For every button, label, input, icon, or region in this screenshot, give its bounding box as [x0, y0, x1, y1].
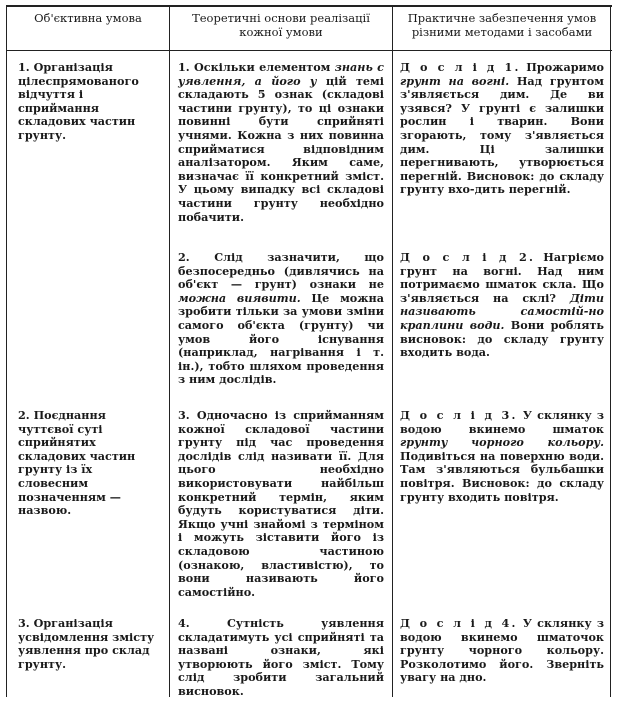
table-left-border	[6, 5, 7, 697]
italic-run: можна виявити.	[178, 290, 301, 305]
row1-practice-1	[400, 61, 604, 197]
text-run: Прожаримо	[520, 60, 605, 74]
text-run: 3. Одночасно із сприйманням кожної складової частини грунту під час проведення дослідів слід називати її. Для цього необхідно використовувати найбільш конкретний термін, яким будуть користуватися діти. Якщо учні знайомі з терміном і можуть зіставити його із складовою частиною (ознакою, властивістю), то вони називають його самостійно.	[178, 408, 384, 599]
text-run: 4. Сутність уявлення складатимуть усі сприйняті та названі ознаки, які утворюють його зміст. Тому слід зробити загальний висновок.	[178, 616, 384, 698]
header-divider	[6, 50, 612, 51]
text-run: Подивіться на поверхню води. Там з'являються бульбашки повітря. Висновок: до складу грунту входить повітря.	[400, 448, 604, 504]
experiment-label: Д о с л і д 2.	[400, 250, 536, 264]
italic-run: грунту чорного кольору.	[400, 435, 604, 450]
column-divider-1	[169, 5, 170, 697]
text-run: Нагріємо грунт на вогні. Над ним потримаємо шматок скла. Що з'являється на склі?	[400, 250, 605, 305]
column-divider-2	[392, 5, 393, 697]
table-top-border	[6, 5, 612, 7]
text-run: Це можна зробити тільки за умови зміни самого об'єкта (грунту) чи умов його існування (наприклад, нагрівання і т. ін.), тобто шляхом проведення з ним дослідів.	[178, 290, 384, 387]
row2-theory	[178, 409, 384, 599]
experiment-label: Д о с л і д 3.	[400, 408, 518, 422]
text-run: У склянку з водою вкинемо шматочок грунту чорного кольору. Розколотимо його. Зверніть увагу на дно.	[400, 616, 604, 685]
row3-practice	[400, 617, 604, 685]
header-col-practice: Практичне забезпечення умов різними методами і засобами	[407, 11, 597, 39]
italic-run: грунт на вогні.	[400, 73, 510, 88]
row3-condition: 3. Організація усвідомлення змісту уявлення про склад грунту.	[18, 616, 155, 671]
text-run: 2. Слід зазначити, що безпосередньо (дивлячись на об'єкт — грунт) ознаки не	[178, 250, 384, 292]
row1-condition: 1. Організація цілеспрямованого відчуття і сприймання складових частин грунту.	[18, 60, 139, 142]
italic-run: Діти називають самостій-но краплини води.	[400, 290, 604, 332]
row2-practice	[400, 409, 604, 504]
row1-theory-2	[178, 251, 384, 387]
experiment-label: Д о с л і д 1.	[400, 60, 521, 74]
header-col-theory: Теоретичні основи реалізації кожної умови	[192, 11, 370, 39]
header-col-condition: Об'єктивна умова	[34, 11, 142, 25]
text-run: Вони роблять висновок: до складу грунту входить вода.	[400, 317, 604, 360]
italic-run: знань с уявлення, а його у	[178, 60, 384, 88]
row1-theory-1	[178, 61, 384, 224]
experiment-label: Д о с л і д 4.	[400, 616, 518, 630]
row2-condition: 2. Поєднання чуттєвої суті сприйнятих складових частин грунту із їх словесним позначенням — назвою.	[18, 408, 136, 518]
table-right-border	[610, 5, 611, 697]
text-run: 1. Оскільки елементом	[178, 60, 335, 74]
table	[6, 5, 612, 697]
text-run: цій темі складають 5 ознак (складові частини грунту), то ці ознаки повинні бути сприйняті учнями. Кожна з них повинна сприйматися відповідним аналізатором. Яким саме, визначає її конкретний зміст. У цьому випадку всі складові частини грунту необхідно побачити.	[178, 73, 384, 224]
row1-practice-2	[400, 251, 604, 360]
row3-theory	[178, 617, 384, 699]
text-run: У склянку з водою вкинемо шматок	[400, 408, 604, 436]
text-run: Над грунтом з'являється дим. Де ви узявся? У грунті є залишки рослин і тварин. Вони згорають, тому з'являється дим. Ці залишки перегнивають, утворюється перегній. Висновок: до складу грунту вхо-дить перегній.	[400, 73, 604, 197]
